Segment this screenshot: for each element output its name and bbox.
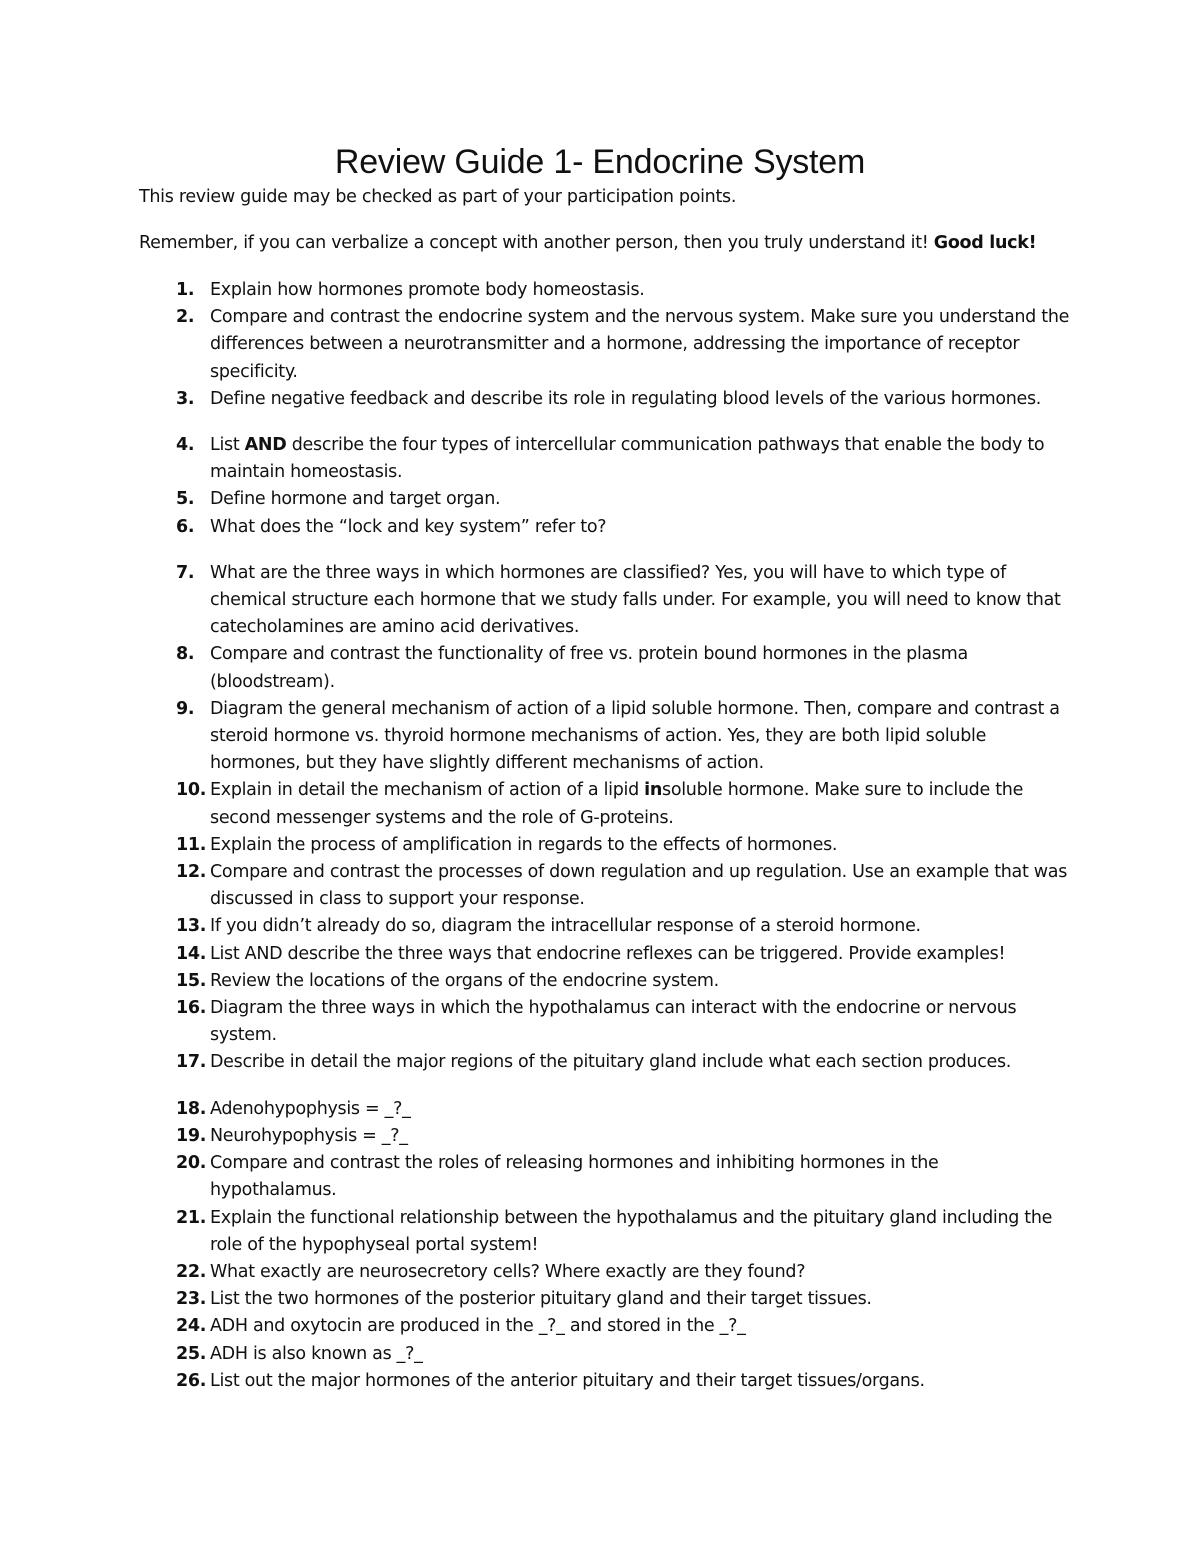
- question-item: [0, 277, 1200, 304]
- question-item: [0, 1313, 1200, 1340]
- question-text: Compare and contrast the endocrine system and the nervous system. Make sure you understand the differences between a neurotransmitter and a hormone, addressing the importance of receptor specificity.: [210, 307, 1070, 382]
- question-text: ADH is also known as _?_: [210, 1343, 423, 1364]
- question-number: 10.: [176, 780, 207, 801]
- question-number: 4.: [176, 435, 195, 456]
- question-number: 6.: [176, 516, 195, 537]
- question-item: [0, 514, 1200, 541]
- question-text: Diagram the three ways in which the hypothalamus can interact with the endocrine or nervous system.: [210, 998, 1017, 1046]
- question-number: 8.: [176, 644, 195, 665]
- question-item: [0, 560, 1200, 642]
- question-text: Review the locations of the organs of the endocrine system.: [210, 970, 719, 991]
- question-number: 11.: [176, 834, 207, 855]
- question-item: [0, 859, 1200, 913]
- question-text-part: Explain in detail the mechanism of action of a lipid: [210, 780, 645, 801]
- question-number: 22.: [176, 1261, 207, 1282]
- question-number: 5.: [176, 489, 195, 510]
- question-number: 23.: [176, 1289, 207, 1310]
- question-item: [0, 1368, 1200, 1395]
- question-number: 26.: [176, 1370, 207, 1391]
- question-text: What are the three ways in which hormones are classified? Yes, you will have to which type of chemical structure each hormone that we study falls under. For example, you will need to know that catecholamines are amino acid derivatives.: [210, 562, 1061, 638]
- question-text: Define hormone and target organ.: [210, 489, 501, 510]
- question-number: 24.: [176, 1316, 207, 1337]
- question-text: Define negative feedback and describe its role in regulating blood levels of the various hormones.: [210, 388, 1042, 409]
- question-number: 21.: [176, 1207, 207, 1228]
- question-text: ADH and oxytocin are produced in the _?_ and stored in the _?_: [210, 1316, 746, 1337]
- question-text: Diagram the general mechanism of action of a lipid soluble hormone. Then, compare and contrast a steroid hormone vs. thyroid hormone mechanisms of action. Yes, they are both lipid soluble hormones, but they have slightly different mechanisms of action.: [210, 698, 1060, 774]
- question-number: 15.: [176, 970, 207, 991]
- question-emphasis: AND: [244, 435, 287, 456]
- question-item: [0, 1205, 1200, 1259]
- question-text: List AND describe the three ways that endocrine reflexes can be triggered. Provide examples!: [210, 943, 1006, 964]
- question-number: 12.: [176, 862, 207, 883]
- question-list: [0, 277, 1200, 1395]
- question-number: 9.: [176, 698, 195, 719]
- question-text-part: describe the four types of intercellular communication pathways that enable the body to maintain homeostasis.: [210, 435, 1045, 483]
- question-item: [0, 913, 1200, 940]
- question-number: 19.: [176, 1125, 207, 1146]
- question-item: [0, 1123, 1200, 1150]
- question-item: [0, 432, 1200, 486]
- question-text: What exactly are neurosecretory cells? Where exactly are they found?: [210, 1261, 806, 1282]
- question-text: Compare and contrast the processes of down regulation and up regulation. Use an example that was discussed in class to support your response.: [210, 862, 1068, 910]
- question-text: List the two hormones of the posterior pituitary gland and their target tissues.: [210, 1289, 872, 1310]
- question-text: Compare and contrast the roles of releasing hormones and inhibiting hormones in the hypothalamus.: [210, 1153, 939, 1201]
- question-text: Explain the process of amplification in regards to the effects of hormones.: [210, 834, 838, 855]
- question-item: [0, 995, 1200, 1049]
- question-item: [0, 1096, 1200, 1123]
- question-number: 18.: [176, 1098, 207, 1119]
- intro-text: Remember, if you can verbalize a concept with another person, then you truly understand it!: [139, 233, 934, 253]
- intro-line: [139, 230, 1036, 257]
- question-text-part: List: [210, 435, 245, 456]
- question-number: 20.: [176, 1153, 207, 1174]
- question-number: 7.: [176, 562, 195, 583]
- question-item: [0, 968, 1200, 995]
- question-text: Neurohypophysis = _?_: [210, 1125, 408, 1146]
- question-text: [210, 432, 1070, 486]
- question-text: Describe in detail the major regions of the pituitary gland include what each section produces.: [210, 1052, 1012, 1073]
- question-number: 3.: [176, 388, 195, 409]
- question-item: [0, 777, 1200, 831]
- question-text: If you didn’t already do so, diagram the intracellular response of a steroid hormone.: [210, 916, 921, 937]
- question-item: [0, 696, 1200, 778]
- intro-line: This review guide may be checked as part of your participation points.: [139, 187, 737, 207]
- question-text: Adenohypophysis = _?_: [210, 1098, 411, 1119]
- question-emphasis: in: [644, 780, 663, 801]
- question-number: 17.: [176, 1052, 207, 1073]
- question-item: [0, 641, 1200, 695]
- question-text: Explain the functional relationship between the hypothalamus and the pituitary gland including the role of the hypophyseal portal system!: [210, 1207, 1053, 1255]
- question-item: [0, 386, 1200, 413]
- question-item: [0, 941, 1200, 968]
- question-item: [0, 1259, 1200, 1286]
- question-number: 16.: [176, 998, 207, 1019]
- question-number: 1.: [176, 280, 195, 300]
- question-number: 14.: [176, 943, 207, 964]
- question-item: [0, 1049, 1200, 1076]
- question-item: [0, 486, 1200, 513]
- question-number: 2.: [176, 307, 195, 328]
- good-luck-text: Good luck!: [933, 233, 1037, 253]
- page-title: Review Guide 1- Endocrine System: [334, 143, 866, 181]
- question-text: Compare and contrast the functionality of free vs. protein bound hormones in the plasma (bloodstream).: [210, 644, 968, 692]
- question-number: 13.: [176, 916, 207, 937]
- question-text: [210, 777, 1070, 831]
- question-item: [0, 1341, 1200, 1368]
- question-item: [0, 832, 1200, 859]
- question-number: 25.: [176, 1343, 207, 1364]
- question-text: What does the “lock and key system” refer to?: [210, 516, 607, 537]
- question-item: [0, 1150, 1200, 1204]
- question-item: [0, 1286, 1200, 1313]
- question-text: List out the major hormones of the anterior pituitary and their target tissues/organs.: [210, 1370, 925, 1391]
- question-text-part: soluble hormone. Make sure to include the second messenger systems and the role of G-proteins.: [210, 780, 1024, 828]
- question-text: Explain how hormones promote body homeostasis.: [210, 280, 645, 300]
- question-item: [0, 304, 1200, 386]
